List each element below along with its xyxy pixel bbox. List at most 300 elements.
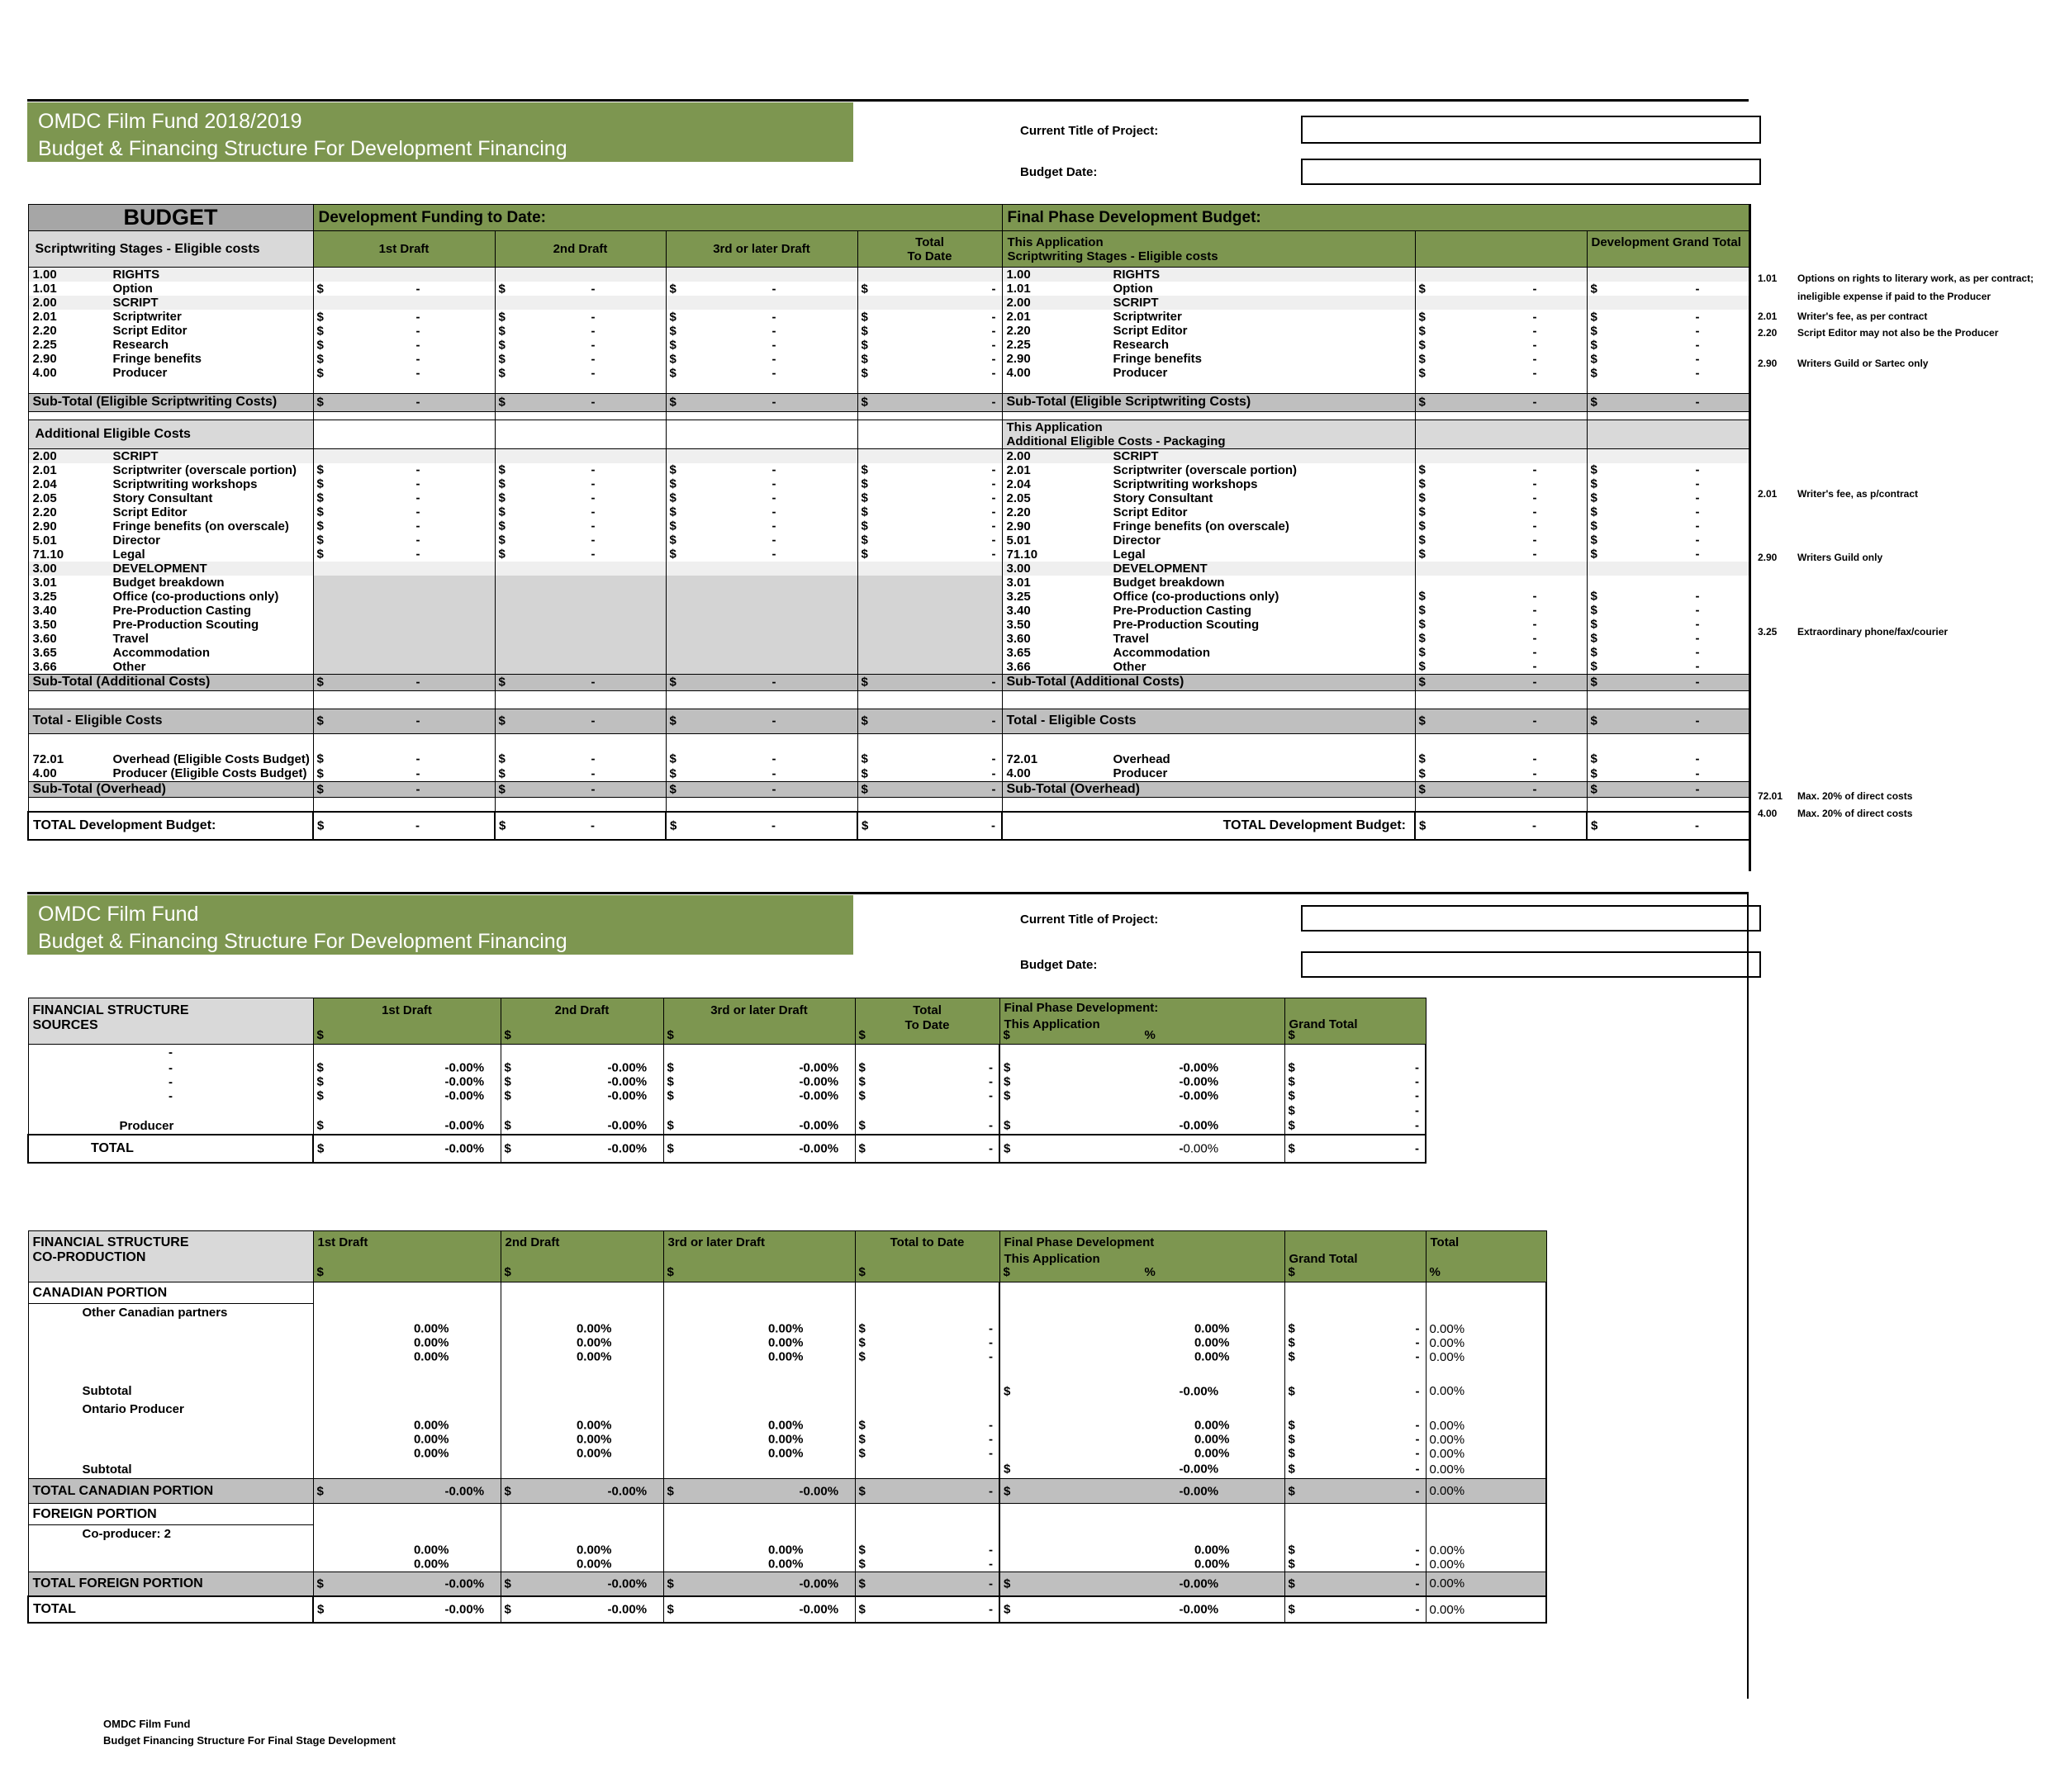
coproduction-total-label: TOTAL bbox=[28, 1596, 313, 1623]
money-cell: $ - bbox=[1284, 1461, 1426, 1479]
row-code-name: 3.50 Pre-Production Scouting bbox=[28, 618, 313, 632]
total-foreign-portion-label: TOTAL FOREIGN PORTION bbox=[28, 1572, 313, 1596]
money-cell: $ - bbox=[1415, 366, 1587, 380]
money-cell: $ - bbox=[1587, 393, 1749, 411]
pct-cell: 0.00% bbox=[1426, 1479, 1546, 1504]
table-row bbox=[28, 282, 1749, 296]
cell bbox=[1415, 268, 1587, 282]
money-cell: $ - bbox=[313, 463, 495, 477]
money-cell: $ - bbox=[855, 1061, 999, 1075]
gap-cell bbox=[28, 411, 313, 420]
row-code-name: 3.50 Pre-Production Scouting bbox=[1002, 618, 1415, 632]
pct-cell: 0.00% bbox=[999, 1336, 1284, 1350]
cell bbox=[1284, 1282, 1426, 1304]
cell bbox=[313, 646, 495, 660]
money-cell: $ - bbox=[857, 282, 1002, 296]
money-cell: $ - bbox=[313, 282, 495, 296]
money-cell: $ - bbox=[495, 781, 666, 797]
cell bbox=[999, 1525, 1284, 1543]
money-cell: $ - bbox=[1415, 604, 1587, 618]
dev-funding-header: Development Funding to Date: bbox=[313, 205, 1002, 231]
pct-cell: 0.00% bbox=[663, 1543, 855, 1557]
money-cell: $ - bbox=[313, 310, 495, 324]
source-label: - bbox=[28, 1075, 313, 1089]
cell bbox=[313, 268, 495, 282]
cell bbox=[1587, 576, 1749, 590]
cell bbox=[1587, 268, 1749, 282]
money-cell: $ - bbox=[1415, 590, 1587, 604]
cell bbox=[857, 448, 1002, 463]
table-row bbox=[28, 1543, 1546, 1557]
cell bbox=[663, 1304, 855, 1322]
money-pct-cell: $ - 0.00% bbox=[501, 1075, 663, 1089]
money-cell: $ - bbox=[1587, 548, 1749, 562]
cell bbox=[501, 1382, 663, 1401]
row-code-name: 4.00 Producer (Eligible Costs Budget) bbox=[28, 766, 313, 781]
money-cell: $ - bbox=[666, 519, 857, 533]
cell bbox=[501, 1304, 663, 1322]
money-cell: $ - bbox=[1284, 1419, 1426, 1433]
table-row bbox=[28, 1382, 1546, 1401]
source-label: - bbox=[28, 1089, 313, 1103]
money-cell: $ - bbox=[666, 282, 857, 296]
sources-title-line1: FINANCIAL STRUCTURE bbox=[32, 1003, 189, 1017]
pct-cell: 0.00% bbox=[663, 1557, 855, 1572]
table-row bbox=[28, 660, 1749, 675]
table-row bbox=[28, 576, 1749, 590]
pct-cell: 0.00% bbox=[501, 1447, 663, 1461]
cell bbox=[495, 576, 666, 590]
money-cell: $ - bbox=[855, 1336, 999, 1350]
money-cell: $ - bbox=[1587, 751, 1749, 766]
cell bbox=[501, 1461, 663, 1479]
row-code-name: 2.20 Script Editor bbox=[28, 324, 313, 338]
cell bbox=[1284, 1364, 1426, 1382]
table-row bbox=[28, 1089, 1426, 1103]
money-cell: $ - bbox=[1587, 766, 1749, 781]
pct-cell: 0.00% bbox=[1426, 1382, 1546, 1401]
money-pct-cell: $ - 0.00% bbox=[313, 1118, 501, 1135]
row-code-name: 4.00 Producer bbox=[1002, 766, 1415, 781]
gap-cell bbox=[1587, 797, 1749, 812]
pct-cell: 0.00% bbox=[663, 1447, 855, 1461]
money-cell: $ - bbox=[1284, 1075, 1426, 1089]
gap-cell bbox=[313, 690, 495, 709]
gap-cell bbox=[495, 733, 666, 751]
money-pct-cell: $ - 0.00% bbox=[663, 1135, 855, 1163]
additional-right-labels bbox=[1002, 420, 1415, 448]
pct-cell: 0.00% bbox=[501, 1543, 663, 1557]
money-cell: $ - bbox=[666, 310, 857, 324]
cell bbox=[495, 562, 666, 576]
gap-cell bbox=[1587, 690, 1749, 709]
grand-total-row bbox=[28, 1596, 1546, 1623]
money-cell: $ - bbox=[495, 505, 666, 519]
money-cell: $ - bbox=[666, 463, 857, 477]
cell bbox=[313, 1382, 501, 1401]
col-2nd-draft: 2nd Draft $ bbox=[501, 1231, 663, 1282]
cell bbox=[501, 1282, 663, 1304]
money-cell: $ - bbox=[666, 491, 857, 505]
money-cell: $ - bbox=[313, 352, 495, 366]
money-cell: $ - bbox=[855, 1572, 999, 1596]
cell bbox=[999, 1304, 1284, 1322]
money-cell: $ - bbox=[855, 1557, 999, 1572]
cell bbox=[855, 1525, 999, 1543]
gap-cell bbox=[666, 733, 857, 751]
money-cell: $ - bbox=[666, 338, 857, 352]
col-total-to-date: Total to Date $ bbox=[855, 1231, 999, 1282]
money-cell: $ - bbox=[495, 548, 666, 562]
money-cell: $ - bbox=[1587, 674, 1749, 690]
cell bbox=[855, 1045, 999, 1061]
row-code-name: 2.04 Scriptwriting workshops bbox=[1002, 477, 1415, 491]
money-cell: $ - bbox=[1284, 1447, 1426, 1461]
right-sub-labels bbox=[1002, 231, 1415, 268]
table-row bbox=[28, 1103, 1426, 1118]
money-pct-cell: $ - 0.00% bbox=[501, 1089, 663, 1103]
table-row bbox=[28, 562, 1749, 576]
table-row bbox=[28, 646, 1749, 660]
money-cell: $ - bbox=[1415, 812, 1587, 840]
subtotal-row bbox=[28, 781, 1749, 797]
cell bbox=[28, 1336, 313, 1350]
total-eligible-label-right: Total - Eligible Costs bbox=[1002, 709, 1415, 733]
pct-cell: 0.00% bbox=[663, 1336, 855, 1350]
pct-cell: 0.00% bbox=[501, 1336, 663, 1350]
gap-cell bbox=[857, 797, 1002, 812]
right-sub-2: Scriptwriting Stages - Eligible costs bbox=[1007, 249, 1218, 263]
money-cell: $ - bbox=[1587, 590, 1749, 604]
money-cell: $ - bbox=[495, 393, 666, 411]
final-phase-col: Final Phase Development This Application $ % bbox=[999, 1231, 1284, 1282]
row-code-name: 3.60 Travel bbox=[1002, 632, 1415, 646]
col-2nd-draft: 2nd Draft bbox=[495, 231, 666, 268]
row-code-name: 2.20 Script Editor bbox=[28, 505, 313, 519]
row-code-name: 2.04 Scriptwriting workshops bbox=[28, 477, 313, 491]
money-cell: $ - bbox=[666, 505, 857, 519]
table-row bbox=[28, 1461, 1546, 1479]
right-sub-1: This Application bbox=[1007, 235, 1104, 249]
cell bbox=[855, 1364, 999, 1382]
cell bbox=[857, 420, 1002, 448]
gap-cell bbox=[1415, 797, 1587, 812]
section2-banner-line-2: Budget & Financing Structure For Development Financing bbox=[38, 930, 567, 953]
cell bbox=[1426, 1401, 1546, 1419]
table-row bbox=[28, 1525, 1546, 1543]
row-code-name: 2.90 Fringe benefits bbox=[28, 352, 313, 366]
money-pct-cell: $ - 0.00% bbox=[313, 1135, 501, 1163]
cell bbox=[313, 618, 495, 632]
subtotal-script-label: Sub-Total (Eligible Scriptwriting Costs) bbox=[28, 393, 313, 411]
pct-cell: 0.00% bbox=[663, 1419, 855, 1433]
money-cell: $ - bbox=[855, 1479, 999, 1504]
money-cell: $ - bbox=[1415, 766, 1587, 781]
money-cell: $ - bbox=[857, 352, 1002, 366]
cell bbox=[999, 1504, 1284, 1525]
money-cell: $ - bbox=[313, 766, 495, 781]
gap-cell bbox=[857, 733, 1002, 751]
gap-cell bbox=[666, 690, 857, 709]
cell bbox=[28, 1350, 313, 1364]
table-row bbox=[28, 1336, 1546, 1350]
cell bbox=[663, 1382, 855, 1401]
coprod-title-line2: CO-PRODUCTION bbox=[32, 1250, 146, 1264]
note-item: 2.90 Writers Guild or Sartec only bbox=[1758, 358, 1929, 369]
current-title-input[interactable] bbox=[1301, 116, 1761, 144]
cell bbox=[313, 296, 495, 310]
cell bbox=[28, 1364, 313, 1382]
row-code-name: 71.10 Legal bbox=[1002, 548, 1415, 562]
cell bbox=[855, 1282, 999, 1304]
row-code-name: 2.00 SCRIPT bbox=[28, 448, 313, 463]
coproduction-table bbox=[27, 1230, 1547, 1624]
cell bbox=[855, 1382, 999, 1401]
money-cell: $ - bbox=[1284, 1479, 1426, 1504]
cell bbox=[313, 1103, 501, 1118]
row-code-name: 2.25 Research bbox=[28, 338, 313, 352]
money-cell: $ - bbox=[1415, 674, 1587, 690]
money-cell: $ - bbox=[1284, 1557, 1426, 1572]
col-total-to-date bbox=[857, 231, 1002, 268]
row-code-name: 5.01 Director bbox=[1002, 533, 1415, 548]
money-cell: $ - bbox=[313, 674, 495, 690]
money-pct-cell: $ - 0.00% bbox=[663, 1596, 855, 1623]
money-cell: $ - bbox=[855, 1350, 999, 1364]
co-producer-label: Co-producer: 2 bbox=[28, 1525, 313, 1543]
subtotal-label: Subtotal bbox=[28, 1382, 313, 1401]
right-spacer-col bbox=[1415, 231, 1587, 268]
row-code-name: 3.25 Office (co-productions only) bbox=[28, 590, 313, 604]
money-pct-cell: $ - 0.00% bbox=[999, 1061, 1284, 1075]
section2-current-title-input[interactable] bbox=[1301, 905, 1761, 932]
money-cell: $ - bbox=[495, 338, 666, 352]
pct-cell: 0.00% bbox=[999, 1557, 1284, 1572]
note-item: 4.00 Max. 20% of direct costs bbox=[1758, 808, 1913, 819]
source-label: - bbox=[28, 1045, 313, 1061]
cell bbox=[28, 1447, 313, 1461]
pct-cell: 0.00% bbox=[663, 1322, 855, 1336]
subtotal-additional-label: Sub-Total (Additional Costs) bbox=[28, 674, 313, 690]
money-cell: $ - bbox=[1587, 709, 1749, 733]
row-code-name: 2.05 Story Consultant bbox=[28, 491, 313, 505]
money-pct-cell: $ - 0.00% bbox=[999, 1135, 1284, 1163]
pct-cell: 0.00% bbox=[1426, 1350, 1546, 1364]
money-cell: $ - bbox=[857, 324, 1002, 338]
money-cell: $ - bbox=[495, 519, 666, 533]
cell bbox=[28, 1322, 313, 1336]
money-pct-cell: $ - 0.00% bbox=[663, 1479, 855, 1504]
notes-divider bbox=[1749, 204, 1751, 871]
cell bbox=[501, 1045, 663, 1061]
col-total-to-date: Total To Date $ bbox=[855, 998, 999, 1045]
row-code-name: 3.65 Accommodation bbox=[1002, 646, 1415, 660]
money-cell: $ - bbox=[1587, 660, 1749, 675]
table-row bbox=[28, 1504, 1546, 1525]
money-pct-cell: $ - 0.00% bbox=[501, 1061, 663, 1075]
money-pct-cell: $ - 0.00% bbox=[313, 1089, 501, 1103]
pct-cell: 0.00% bbox=[663, 1433, 855, 1447]
table-row bbox=[28, 1364, 1546, 1382]
cell bbox=[1415, 448, 1587, 463]
money-cell: $ - bbox=[495, 352, 666, 366]
cell bbox=[313, 590, 495, 604]
money-pct-cell: $ - 0.00% bbox=[999, 1075, 1284, 1089]
money-pct-cell: $ - 0.00% bbox=[999, 1572, 1284, 1596]
top-rule bbox=[27, 99, 1749, 102]
row-code-name: 1.01 Option bbox=[1002, 282, 1415, 296]
canadian-portion-label: CANADIAN PORTION bbox=[28, 1282, 313, 1304]
cell bbox=[666, 296, 857, 310]
cell bbox=[495, 646, 666, 660]
money-cell: $ - bbox=[1415, 491, 1587, 505]
cell bbox=[663, 1364, 855, 1382]
sources-total-label: TOTAL bbox=[28, 1135, 313, 1163]
gap-cell bbox=[495, 411, 666, 420]
cell bbox=[495, 604, 666, 618]
table-row bbox=[28, 618, 1749, 632]
pct-cell: 0.00% bbox=[501, 1350, 663, 1364]
table-row bbox=[28, 1045, 1426, 1061]
gap-cell bbox=[1002, 411, 1415, 420]
pct-cell: 0.00% bbox=[501, 1419, 663, 1433]
table-row bbox=[28, 590, 1749, 604]
other-canadian-partners-label: Other Canadian partners bbox=[28, 1304, 313, 1322]
cell bbox=[1426, 1525, 1546, 1543]
gap-cell bbox=[1002, 690, 1415, 709]
money-cell: $ - bbox=[666, 548, 857, 562]
cell bbox=[1284, 1525, 1426, 1543]
money-cell: $ - bbox=[1587, 366, 1749, 380]
subtotal-script-label-right: Sub-Total (Eligible Scriptwriting Costs) bbox=[1002, 393, 1415, 411]
row-code-name: 2.20 Script Editor bbox=[1002, 324, 1415, 338]
row-code-name: 4.00 Producer bbox=[1002, 366, 1415, 380]
table-row bbox=[28, 533, 1749, 548]
final-phase-col: Final Phase Development: This Application $ % bbox=[999, 998, 1284, 1045]
row-code-name: 3.40 Pre-Production Casting bbox=[28, 604, 313, 618]
cell bbox=[666, 590, 857, 604]
cell bbox=[855, 1461, 999, 1479]
table-row bbox=[28, 1447, 1546, 1461]
cell bbox=[663, 1504, 855, 1525]
table-row bbox=[28, 604, 1749, 618]
row-code-name: 3.01 Budget breakdown bbox=[1002, 576, 1415, 590]
table-row bbox=[28, 1557, 1546, 1572]
money-cell: $ - bbox=[855, 1447, 999, 1461]
money-cell: $ - bbox=[313, 519, 495, 533]
cell bbox=[999, 1401, 1284, 1419]
grand-total-col: Grand Total $ bbox=[1284, 1231, 1426, 1282]
money-cell: $ - bbox=[855, 1596, 999, 1623]
sources-table bbox=[27, 998, 1427, 1164]
cell bbox=[666, 576, 857, 590]
col-3rd-draft: 3rd or later Draft $ bbox=[663, 1231, 855, 1282]
footer bbox=[103, 1716, 396, 1749]
money-cell: $ - bbox=[495, 533, 666, 548]
row-code-name: 3.66 Other bbox=[28, 660, 313, 675]
section2-budget-date-input[interactable] bbox=[1301, 951, 1761, 978]
money-pct-cell: $ - 0.00% bbox=[501, 1135, 663, 1163]
money-cell: $ - bbox=[313, 338, 495, 352]
money-cell: $ - bbox=[1415, 324, 1587, 338]
money-cell: $ - bbox=[855, 1118, 999, 1135]
money-pct-cell: $ - 0.00% bbox=[999, 1382, 1284, 1401]
money-cell: $ - bbox=[1284, 1103, 1426, 1118]
cell bbox=[313, 1401, 501, 1419]
gap-cell bbox=[1002, 733, 1415, 751]
cell bbox=[1587, 296, 1749, 310]
cell bbox=[663, 1045, 855, 1061]
money-cell: $ - bbox=[495, 324, 666, 338]
money-pct-cell: $ - 0.00% bbox=[663, 1075, 855, 1089]
total-canadian-portion-label: TOTAL CANADIAN PORTION bbox=[28, 1479, 313, 1504]
money-cell: $ - bbox=[1587, 338, 1749, 352]
cell bbox=[666, 618, 857, 632]
table-row bbox=[28, 519, 1749, 533]
table-row bbox=[28, 1075, 1426, 1089]
money-cell: $ - bbox=[495, 766, 666, 781]
pct-cell: 0.00% bbox=[1426, 1322, 1546, 1336]
cell bbox=[666, 420, 857, 448]
cell bbox=[1587, 420, 1749, 448]
row-code-name: 2.90 Fringe benefits (on overscale) bbox=[1002, 519, 1415, 533]
money-pct-cell: $ - 0.00% bbox=[663, 1089, 855, 1103]
cell bbox=[999, 1103, 1284, 1118]
note-item: 2.01 Writer's fee, as p/contract bbox=[1758, 488, 1919, 500]
money-cell: $ - bbox=[313, 533, 495, 548]
cell bbox=[495, 660, 666, 675]
money-cell: $ - bbox=[313, 812, 495, 840]
money-cell: $ - bbox=[666, 781, 857, 797]
money-cell: $ - bbox=[857, 477, 1002, 491]
money-cell: $ - bbox=[855, 1089, 999, 1103]
table-row bbox=[28, 1433, 1546, 1447]
table-row bbox=[28, 1304, 1546, 1322]
pct-cell: 0.00% bbox=[313, 1543, 501, 1557]
pct-cell: 0.00% bbox=[313, 1336, 501, 1350]
money-cell: $ - bbox=[1415, 533, 1587, 548]
row-code-name: 2.01 Scriptwriter bbox=[28, 310, 313, 324]
money-pct-cell: $ - 0.00% bbox=[313, 1061, 501, 1075]
cell bbox=[313, 420, 495, 448]
pct-cell: 0.00% bbox=[313, 1447, 501, 1461]
cell bbox=[857, 562, 1002, 576]
cell bbox=[313, 1304, 501, 1322]
money-cell: $ - bbox=[1284, 1118, 1426, 1135]
cell bbox=[28, 1433, 313, 1447]
pct-cell: 0.00% bbox=[1426, 1461, 1546, 1479]
money-pct-cell: $ - 0.00% bbox=[663, 1572, 855, 1596]
money-cell: $ - bbox=[855, 1419, 999, 1433]
row-code-name: 3.40 Pre-Production Casting bbox=[1002, 604, 1415, 618]
banner-line-1: OMDC Film Fund 2018/2019 bbox=[38, 110, 302, 133]
money-cell: $ - bbox=[666, 533, 857, 548]
money-cell: $ - bbox=[313, 751, 495, 766]
cell bbox=[666, 268, 857, 282]
cell bbox=[857, 604, 1002, 618]
money-cell: $ - bbox=[495, 812, 666, 840]
money-cell: $ - bbox=[1415, 505, 1587, 519]
section2-right-edge bbox=[1747, 892, 1749, 1699]
gap-cell bbox=[495, 690, 666, 709]
pct-cell: 0.00% bbox=[1426, 1447, 1546, 1461]
pct-cell: 0.00% bbox=[1426, 1557, 1546, 1572]
budget-date-input[interactable] bbox=[1301, 159, 1761, 185]
row-code-name: 3.65 Accommodation bbox=[28, 646, 313, 660]
money-pct-cell: $ - 0.00% bbox=[999, 1461, 1284, 1479]
cell bbox=[663, 1103, 855, 1118]
cell bbox=[1415, 420, 1587, 448]
